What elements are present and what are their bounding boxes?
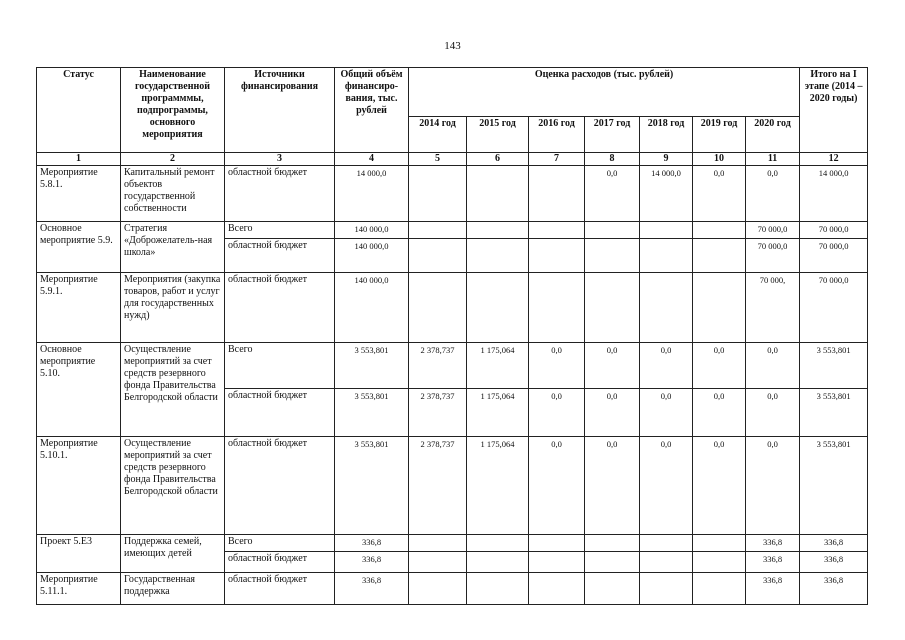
table-row xyxy=(37,166,868,222)
budget-table xyxy=(36,67,868,605)
source-cell: областной бюджет xyxy=(225,239,335,273)
year-cell xyxy=(585,273,640,343)
year-cell xyxy=(640,273,693,343)
source-cell: областной бюджет xyxy=(225,573,335,605)
stage-total-cell: 3 553,801 xyxy=(800,389,868,437)
year-cell: 0,0 xyxy=(693,166,746,222)
year-cell xyxy=(467,166,529,222)
header-year: 2016 год xyxy=(529,117,585,153)
year-cell: 0,0 xyxy=(585,166,640,222)
year-cell: 0,0 xyxy=(640,389,693,437)
year-cell: 0,0 xyxy=(746,166,800,222)
total-cell: 336,8 xyxy=(335,552,409,573)
stage-total-cell: 3 553,801 xyxy=(800,343,868,389)
year-cell xyxy=(693,273,746,343)
year-cell xyxy=(585,552,640,573)
page-number: 143 xyxy=(444,40,461,52)
year-cell: 2 378,737 xyxy=(409,389,467,437)
header-estimate: Оценка расходов (тыс. рублей) xyxy=(409,68,800,117)
status-cell: Основное мероприятие 5.10. xyxy=(37,343,121,437)
header-status: Статус xyxy=(37,68,121,153)
stage-total-cell: 14 000,0 xyxy=(800,166,868,222)
table-row xyxy=(37,343,868,389)
source-cell: Всего xyxy=(225,222,335,239)
header-year: 2020 год xyxy=(746,117,800,153)
year-cell: 0,0 xyxy=(693,343,746,389)
year-cell xyxy=(409,573,467,605)
header-year: 2019 год xyxy=(693,117,746,153)
total-cell: 140 000,0 xyxy=(335,239,409,273)
total-cell: 140 000,0 xyxy=(335,222,409,239)
year-cell xyxy=(529,273,585,343)
stage-total-cell: 336,8 xyxy=(800,552,868,573)
table-row xyxy=(37,535,868,552)
stage-total-cell: 70 000,0 xyxy=(800,222,868,239)
year-cell: 336,8 xyxy=(746,535,800,552)
year-cell: 70 000,0 xyxy=(746,239,800,273)
year-cell: 0,0 xyxy=(529,437,585,535)
year-cell: 0,0 xyxy=(585,343,640,389)
year-cell xyxy=(409,552,467,573)
year-cell xyxy=(640,239,693,273)
total-cell: 3 553,801 xyxy=(335,389,409,437)
year-cell: 0,0 xyxy=(640,343,693,389)
year-cell: 0,0 xyxy=(529,343,585,389)
year-cell: 0,0 xyxy=(746,389,800,437)
year-cell xyxy=(693,222,746,239)
year-cell xyxy=(585,535,640,552)
year-cell xyxy=(467,239,529,273)
header-year: 2014 год xyxy=(409,117,467,153)
year-cell xyxy=(529,166,585,222)
header-sources: Источники финансирования xyxy=(225,68,335,153)
year-cell: 1 175,064 xyxy=(467,343,529,389)
year-cell xyxy=(585,573,640,605)
year-cell: 0,0 xyxy=(746,437,800,535)
source-cell: областной бюджет xyxy=(225,166,335,222)
year-cell xyxy=(529,573,585,605)
column-number: 5 xyxy=(409,153,467,166)
year-cell xyxy=(640,573,693,605)
stage-total-cell: 70 000,0 xyxy=(800,239,868,273)
name-cell: Осуществление мероприятий за счет средств резервного фонда Правительства Белгородской области xyxy=(121,437,225,535)
year-cell xyxy=(467,273,529,343)
year-cell: 0,0 xyxy=(640,437,693,535)
year-cell: 70 000,0 xyxy=(746,222,800,239)
year-cell: 70 000, xyxy=(746,273,800,343)
year-cell: 0,0 xyxy=(585,389,640,437)
year-cell: 0,0 xyxy=(693,437,746,535)
year-cell xyxy=(640,552,693,573)
year-cell xyxy=(529,552,585,573)
table-row xyxy=(37,222,868,239)
year-cell xyxy=(693,239,746,273)
year-cell xyxy=(693,552,746,573)
source-cell: Всего xyxy=(225,343,335,389)
status-cell: Мероприятие 5.11.1. xyxy=(37,573,121,605)
column-number: 9 xyxy=(640,153,693,166)
year-cell: 1 175,064 xyxy=(467,389,529,437)
name-cell: Поддержка семей, имеющих детей xyxy=(121,535,225,573)
year-cell: 0,0 xyxy=(585,437,640,535)
column-number: 3 xyxy=(225,153,335,166)
year-cell: 14 000,0 xyxy=(640,166,693,222)
column-number: 12 xyxy=(800,153,868,166)
year-cell: 0,0 xyxy=(746,343,800,389)
name-cell: Стратегия «Доброжелатель-ная школа» xyxy=(121,222,225,273)
stage-total-cell: 3 553,801 xyxy=(800,437,868,535)
column-number: 1 xyxy=(37,153,121,166)
header-year: 2015 год xyxy=(467,117,529,153)
year-cell xyxy=(693,573,746,605)
year-cell xyxy=(467,573,529,605)
source-cell: областной бюджет xyxy=(225,552,335,573)
header-year: 2018 год xyxy=(640,117,693,153)
year-cell xyxy=(467,552,529,573)
column-number: 7 xyxy=(529,153,585,166)
year-cell: 1 175,064 xyxy=(467,437,529,535)
total-cell: 336,8 xyxy=(335,573,409,605)
status-cell: Проект 5.Е3 xyxy=(37,535,121,573)
year-cell xyxy=(585,239,640,273)
total-cell: 140 000,0 xyxy=(335,273,409,343)
status-cell: Мероприятие 5.8.1. xyxy=(37,166,121,222)
year-cell: 336,8 xyxy=(746,573,800,605)
year-cell xyxy=(529,239,585,273)
column-number: 2 xyxy=(121,153,225,166)
year-cell: 336,8 xyxy=(746,552,800,573)
year-cell xyxy=(529,222,585,239)
year-cell xyxy=(640,222,693,239)
column-number: 6 xyxy=(467,153,529,166)
source-cell: областной бюджет xyxy=(225,273,335,343)
table-row xyxy=(37,437,868,535)
stage-total-cell: 70 000,0 xyxy=(800,273,868,343)
year-cell: 0,0 xyxy=(693,389,746,437)
name-cell: Осуществление мероприятий за счет средств резервного фонда Правительства Белгородской области xyxy=(121,343,225,437)
header-total: Общий объём финансиро-вания, тыс. рублей xyxy=(335,68,409,153)
total-cell: 3 553,801 xyxy=(335,343,409,389)
year-cell xyxy=(467,535,529,552)
year-cell xyxy=(409,222,467,239)
stage-total-cell: 336,8 xyxy=(800,573,868,605)
year-cell: 2 378,737 xyxy=(409,437,467,535)
status-cell: Мероприятие 5.10.1. xyxy=(37,437,121,535)
name-cell: Мероприятия (закупка товаров, работ и услуг для государственных нужд) xyxy=(121,273,225,343)
name-cell: Капитальный ремонт объектов государственной собственности xyxy=(121,166,225,222)
year-cell xyxy=(409,166,467,222)
total-cell: 336,8 xyxy=(335,535,409,552)
year-cell xyxy=(409,239,467,273)
total-cell: 14 000,0 xyxy=(335,166,409,222)
year-cell xyxy=(693,535,746,552)
header-stage-total: Итого на I этапе (2014 – 2020 годы) xyxy=(800,68,868,153)
total-cell: 3 553,801 xyxy=(335,437,409,535)
year-cell: 2 378,737 xyxy=(409,343,467,389)
year-cell xyxy=(529,535,585,552)
status-cell: Основное мероприятие 5.9. xyxy=(37,222,121,273)
stage-total-cell: 336,8 xyxy=(800,535,868,552)
year-cell: 0,0 xyxy=(529,389,585,437)
source-cell: областной бюджет xyxy=(225,389,335,437)
header-name: Наименование государственной программмы, подпрограммы, основного мероприятия xyxy=(121,68,225,153)
table-row xyxy=(37,273,868,343)
column-number: 8 xyxy=(585,153,640,166)
name-cell: Государственная поддержка xyxy=(121,573,225,605)
year-cell xyxy=(409,535,467,552)
column-number: 11 xyxy=(746,153,800,166)
year-cell xyxy=(409,273,467,343)
column-number: 4 xyxy=(335,153,409,166)
table-row xyxy=(37,573,868,605)
year-cell xyxy=(640,535,693,552)
header-year: 2017 год xyxy=(585,117,640,153)
status-cell: Мероприятие 5.9.1. xyxy=(37,273,121,343)
year-cell xyxy=(467,222,529,239)
year-cell xyxy=(585,222,640,239)
source-cell: Всего xyxy=(225,535,335,552)
column-number: 10 xyxy=(693,153,746,166)
source-cell: областной бюджет xyxy=(225,437,335,535)
